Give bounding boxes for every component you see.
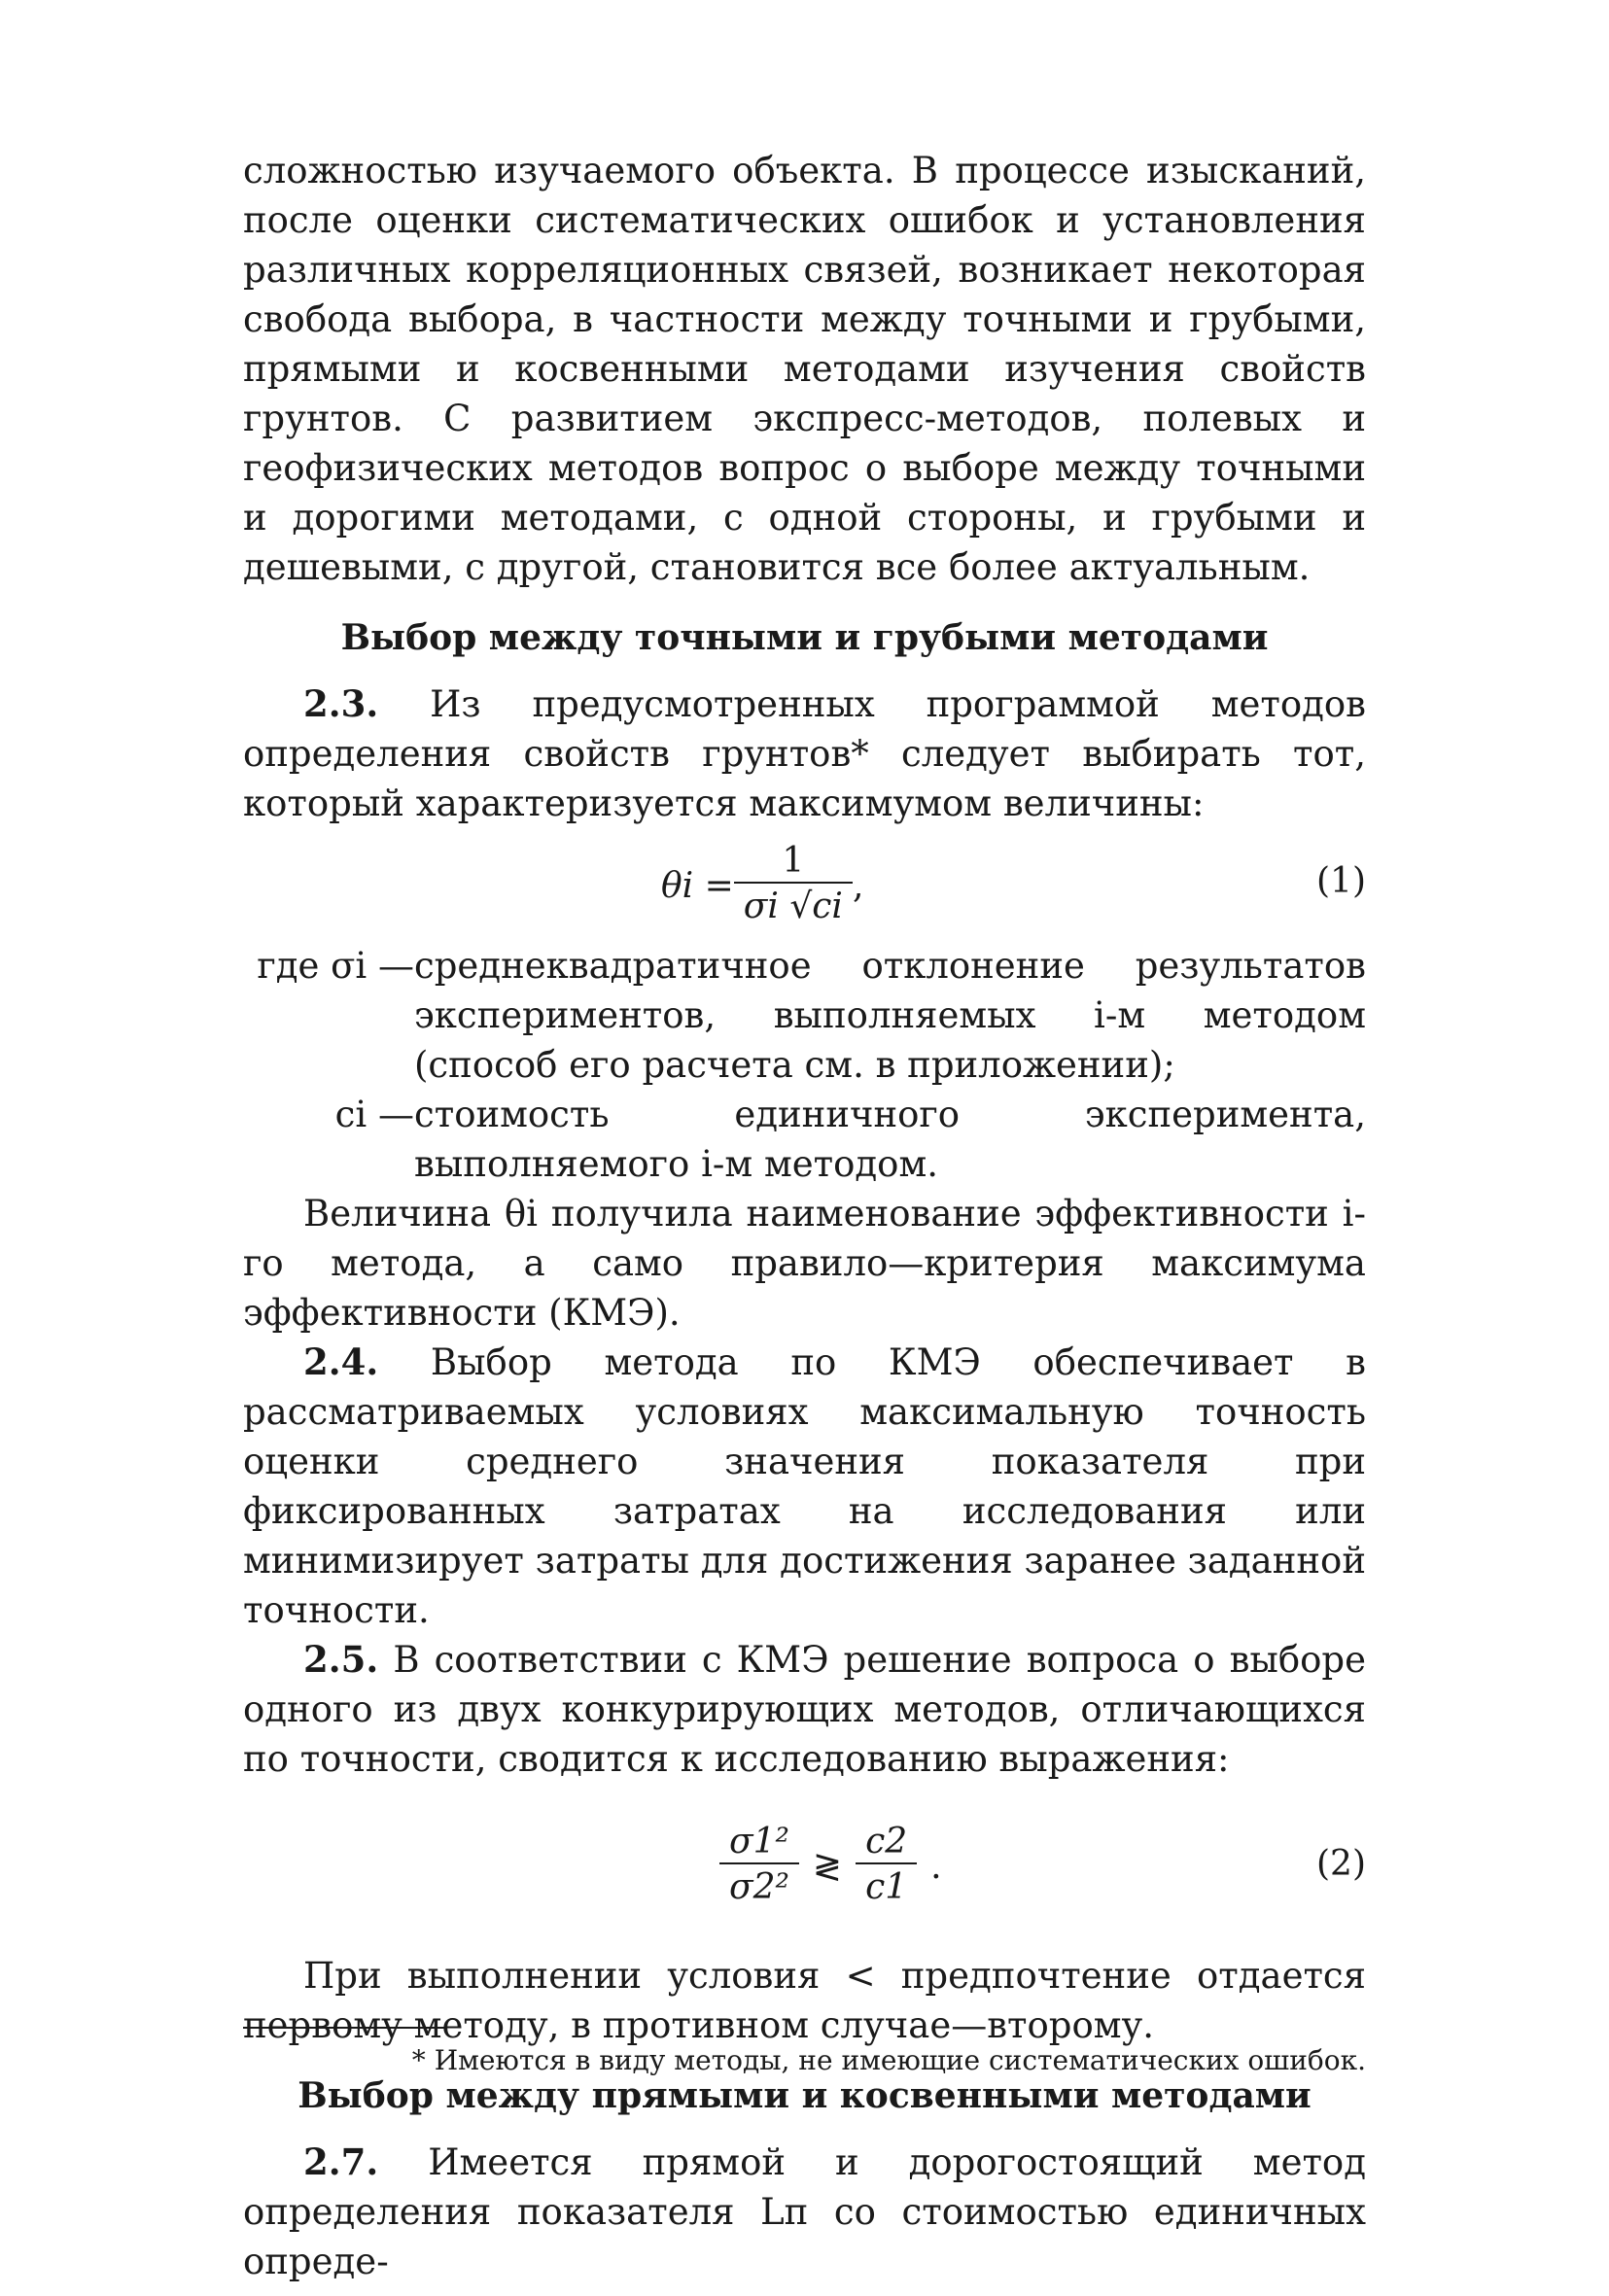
definition-cost-text: стоимость единичного эксперимента, выполняемого i-м методом.	[414, 1094, 1366, 1185]
formula-1-expression	[661, 832, 863, 939]
equation-number-1: (1)	[1316, 861, 1366, 901]
definitions-list	[243, 941, 1366, 1189]
formula-2-right-denominator: c1	[865, 1867, 908, 1907]
paragraph-efficiency: Величина θi получила наименование эффективности i-го метода, а само правило—критерия максимума эффективности (КМЭ).	[243, 1193, 1366, 1334]
paragraph-2-5-text: В соответствии с КМЭ решение вопроса о выборе одного из двух конкурирующих методов, отличающихся по точности, сводится к исследованию выражения:	[243, 1639, 1366, 1780]
paragraph-2-7	[243, 2138, 1366, 2286]
formula-2-operator: ≷	[812, 1846, 843, 1887]
paragraph-2-4	[243, 1338, 1366, 1635]
formula-2-expression	[719, 1793, 942, 1939]
definition-sigma	[243, 941, 1366, 1090]
formula-1	[243, 832, 1366, 939]
definition-sigma-text: среднеквадратичное отклонение результатов экспериментов, выполняемых i-м методом (способ его расчета см. в приложении);	[414, 945, 1366, 1086]
paragraph-2-3	[243, 679, 1366, 828]
formula-1-tail: ,	[852, 865, 864, 906]
formula-1-denominator: σi √ci	[743, 887, 843, 926]
section-heading-precise-vs-rough: Выбор между точными и грубыми методами	[340, 617, 1269, 658]
formula-1-fraction	[734, 841, 853, 930]
formula-2-tail: .	[930, 1846, 942, 1887]
equation-number-2: (2)	[1316, 1844, 1366, 1884]
footnote: * Имеются в виду методы, не имеющие систематических ошибок.	[411, 2044, 1366, 2076]
section-heading-direct-vs-indirect: Выбор между прямыми и косвенными методами	[297, 2075, 1312, 2116]
clause-number: 2.4.	[303, 1340, 379, 1383]
definition-sigma-term: где σi —	[257, 945, 414, 987]
definition-cost	[243, 1090, 1366, 1189]
formula-2-left-fraction	[719, 1822, 799, 1911]
formula-2-left-numerator: σ1²	[729, 1822, 789, 1861]
paragraph-condition: При выполнении условия < предпочтение отдается первому методу, в противном случае—второму.	[243, 1955, 1366, 2046]
clause-number: 2.5.	[303, 1638, 379, 1681]
formula-2-left-denominator: σ2²	[729, 1867, 789, 1907]
clause-number: 2.7.	[303, 2140, 379, 2183]
formula-2-right-fraction	[856, 1822, 917, 1911]
paragraph-intro: сложностью изучаемого объекта. В процессе изысканий, после оценки систематических ошибок и установления различных корреляционных связей, возникает некоторая свобода выбора, в частности между точными и грубыми, прямыми и косвенными методами изучения свойств грунтов. С развитием экспресс-методов, полевых и геофизических методов вопрос о выборе между точными и дорогими методами, с одной стороны, и грубыми и дешевыми, с другой, становится все более актуальным.	[243, 150, 1366, 588]
paragraph-2-3-text: Из предусмотренных программой методов определения свойств грунтов* следует выбирать тот, который характеризуется максимумом величины:	[243, 683, 1367, 824]
paragraph-2-4-text: Выбор метода по КМЭ обеспечивает в рассматриваемых условиях максимальную точность оценки среднего значения показателя при фиксированных затратах на исследования или минимизирует затраты для достижения заранее заданной точности.	[243, 1341, 1366, 1631]
formula-1-lhs: θi =	[661, 865, 734, 906]
body-text	[243, 146, 1366, 2286]
clause-number: 2.3.	[303, 682, 379, 725]
footnote-divider	[243, 2027, 447, 2029]
formula-1-numerator: 1	[782, 841, 805, 881]
formula-2	[243, 1793, 1366, 1939]
formula-2-right-numerator: c2	[865, 1822, 908, 1861]
paragraph-2-5	[243, 1635, 1366, 1784]
definition-cost-term: ci —	[334, 1094, 414, 1135]
paragraph-2-7-text: Имеется прямой и дорогостоящий метод определения показателя Lп со стоимостью единичных опреде-	[243, 2141, 1366, 2282]
